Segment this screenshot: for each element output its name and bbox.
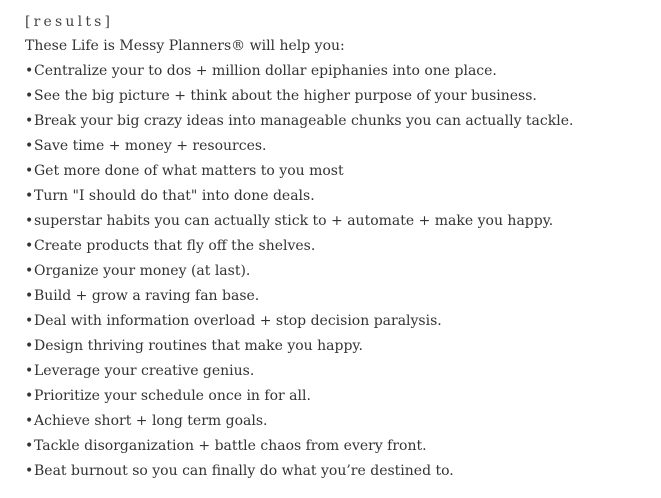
bullet-icon: • (25, 363, 34, 379)
list-item (25, 434, 655, 459)
list-item-text: Break your big crazy ideas into manageable chunks you can actually tackle. (34, 113, 574, 129)
bullet-icon: • (25, 213, 34, 229)
list-item (25, 384, 655, 409)
list-item-text: Tackle disorganization + battle chaos from every front. (34, 438, 427, 454)
bullet-icon: • (25, 188, 34, 204)
bullet-icon: • (25, 63, 34, 79)
list-item-text: See the big picture + think about the higher purpose of your business. (34, 88, 537, 104)
bullet-icon: • (25, 413, 34, 429)
list-item (25, 184, 655, 209)
list-item (25, 84, 655, 109)
list-item-text: Organize your money (at last). (34, 263, 251, 279)
bullet-icon: • (25, 263, 34, 279)
results-section (25, 12, 655, 484)
list-item (25, 234, 655, 259)
list-item (25, 284, 655, 309)
list-item (25, 134, 655, 159)
section-heading: [results] (25, 14, 114, 30)
list-item (25, 259, 655, 284)
bullet-icon: • (25, 438, 34, 454)
intro-text: These Life is Messy Planners® will help you: (25, 38, 345, 54)
list-item (25, 59, 655, 84)
bullet-icon: • (25, 88, 34, 104)
list-item-text: Save time + money + resources. (34, 138, 267, 154)
list-item (25, 109, 655, 134)
list-item-text: Prioritize your schedule once in for all. (34, 388, 311, 404)
list-item (25, 359, 655, 384)
results-list (25, 59, 655, 484)
bullet-icon: • (25, 138, 34, 154)
list-item-text: Leverage your creative genius. (34, 363, 255, 379)
list-item-text: Turn "I should do that" into done deals. (34, 188, 315, 204)
list-item-text: Centralize your to dos + million dollar epiphanies into one place. (34, 63, 497, 79)
list-item (25, 409, 655, 434)
list-item (25, 309, 655, 334)
list-item-text: Deal with information overload + stop decision paralysis. (34, 313, 442, 329)
list-item-text: Beat burnout so you can finally do what you’re destined to. (34, 463, 454, 479)
list-item-text: Build + grow a raving fan base. (34, 288, 260, 304)
list-item (25, 209, 655, 234)
list-item-text: Achieve short + long term goals. (34, 413, 268, 429)
bullet-icon: • (25, 238, 34, 254)
list-item (25, 334, 655, 359)
list-item (25, 459, 655, 484)
bullet-icon: • (25, 113, 34, 129)
bullet-icon: • (25, 338, 34, 354)
list-item-text: superstar habits you can actually stick to + automate + make you happy. (34, 213, 554, 229)
list-item-text: Create products that fly off the shelves. (34, 238, 316, 254)
bullet-icon: • (25, 163, 34, 179)
bullet-icon: • (25, 313, 34, 329)
list-item-text: Get more done of what matters to you most (34, 163, 344, 179)
list-item (25, 159, 655, 184)
bullet-icon: • (25, 388, 34, 404)
bullet-icon: • (25, 463, 34, 479)
list-item-text: Design thriving routines that make you happy. (34, 338, 363, 354)
bullet-icon: • (25, 288, 34, 304)
